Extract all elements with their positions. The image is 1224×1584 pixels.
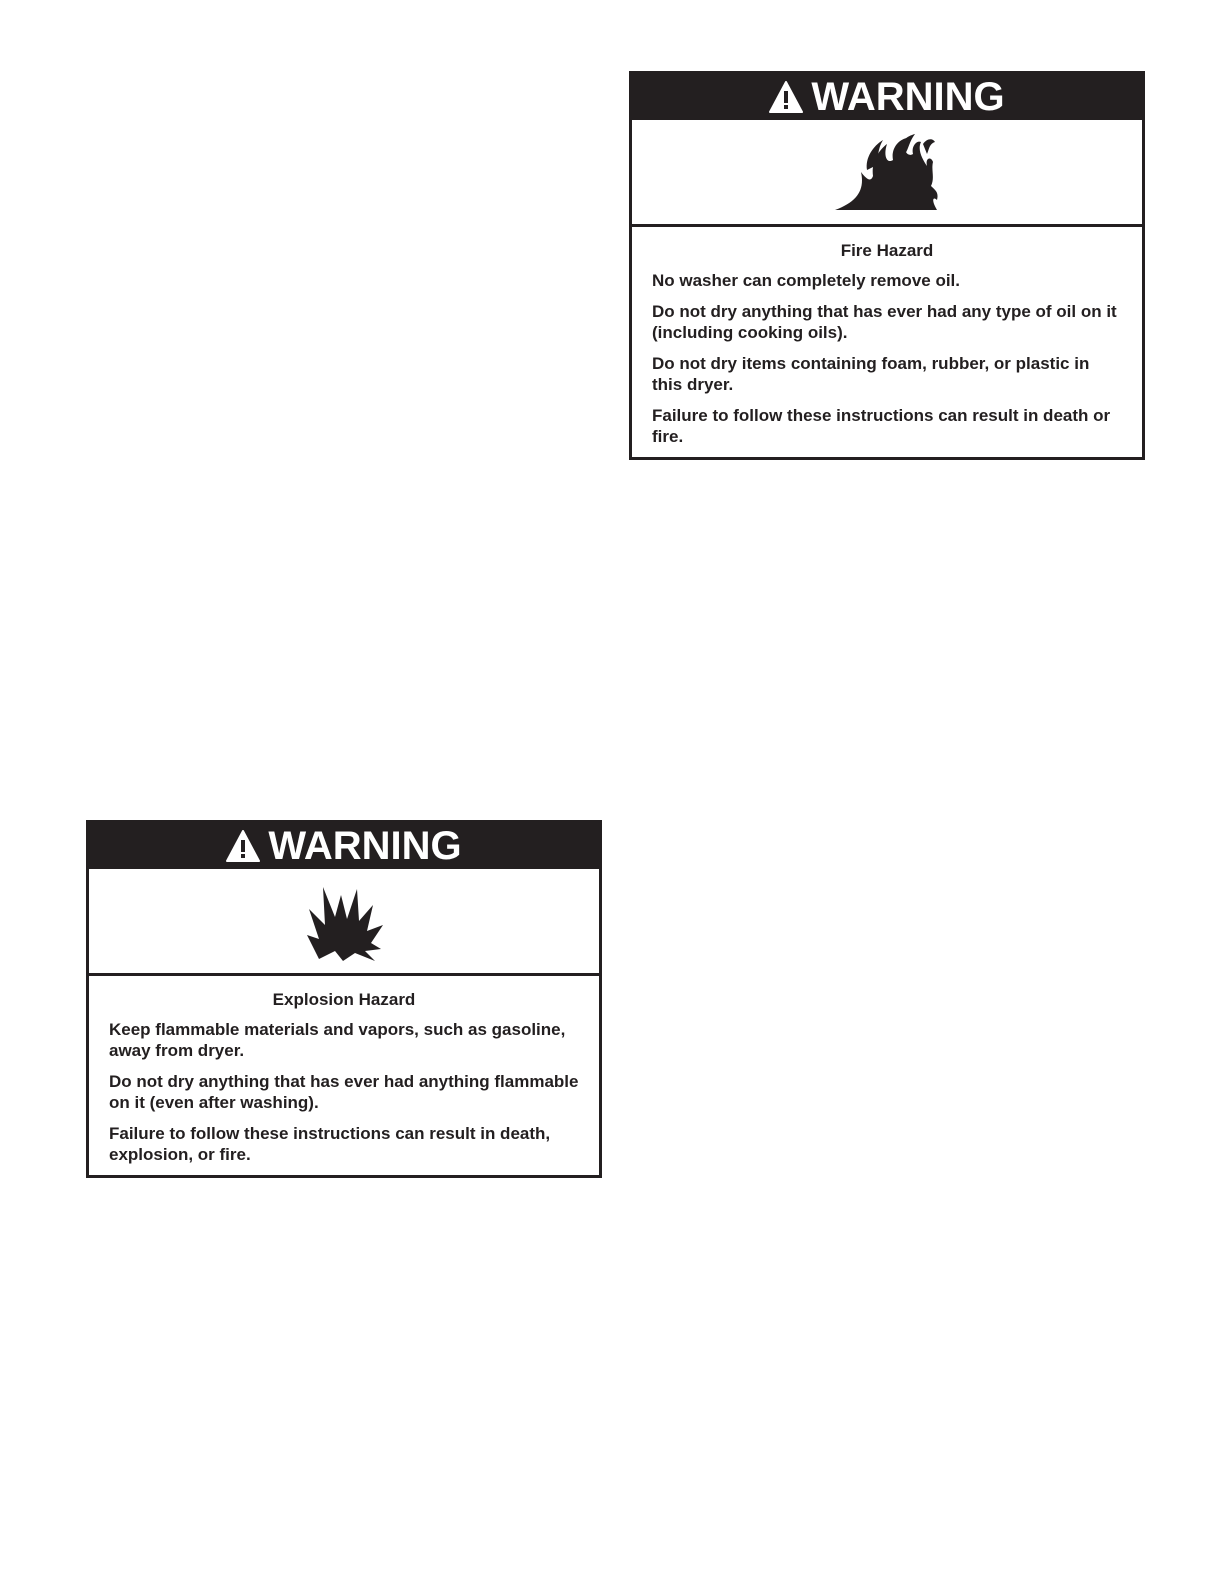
warning-paragraph: Do not dry items containing foam, rubber, or plastic in this dryer. (652, 354, 1090, 394)
hazard-title: Fire Hazard (840, 241, 934, 260)
symbol-area (89, 869, 599, 976)
warning-text (632, 227, 1142, 457)
warning-paragraph: Keep flammable materials and vapors, such as gasoline, away from dryer. (109, 1020, 566, 1060)
warning-paragraph: Failure to follow these instructions can result in death or fire. (652, 406, 1111, 446)
warning-triangle-icon (769, 81, 803, 113)
fire-icon (827, 130, 947, 214)
warning-paragraph: Do not dry anything that has ever had any type of oil on it (including cooking oils). (652, 302, 1117, 342)
warning-header (632, 74, 1142, 120)
warning-paragraph: Do not dry anything that has ever had anything flammable on it (even after washing). (109, 1072, 579, 1112)
warning-label: WARNING (268, 823, 462, 868)
explosion-icon (299, 879, 389, 963)
warning-label: WARNING (811, 74, 1005, 119)
warning-paragraph: No washer can completely remove oil. (652, 271, 961, 290)
warning-triangle-icon (226, 830, 260, 862)
symbol-area (632, 120, 1142, 227)
explosion-hazard-warning (86, 820, 602, 1178)
warning-paragraph: Failure to follow these instructions can result in death, explosion, or fire. (109, 1124, 551, 1164)
fire-hazard-warning (629, 71, 1145, 460)
warning-header (89, 823, 599, 869)
hazard-title: Explosion Hazard (272, 990, 416, 1009)
warning-text (89, 976, 599, 1175)
